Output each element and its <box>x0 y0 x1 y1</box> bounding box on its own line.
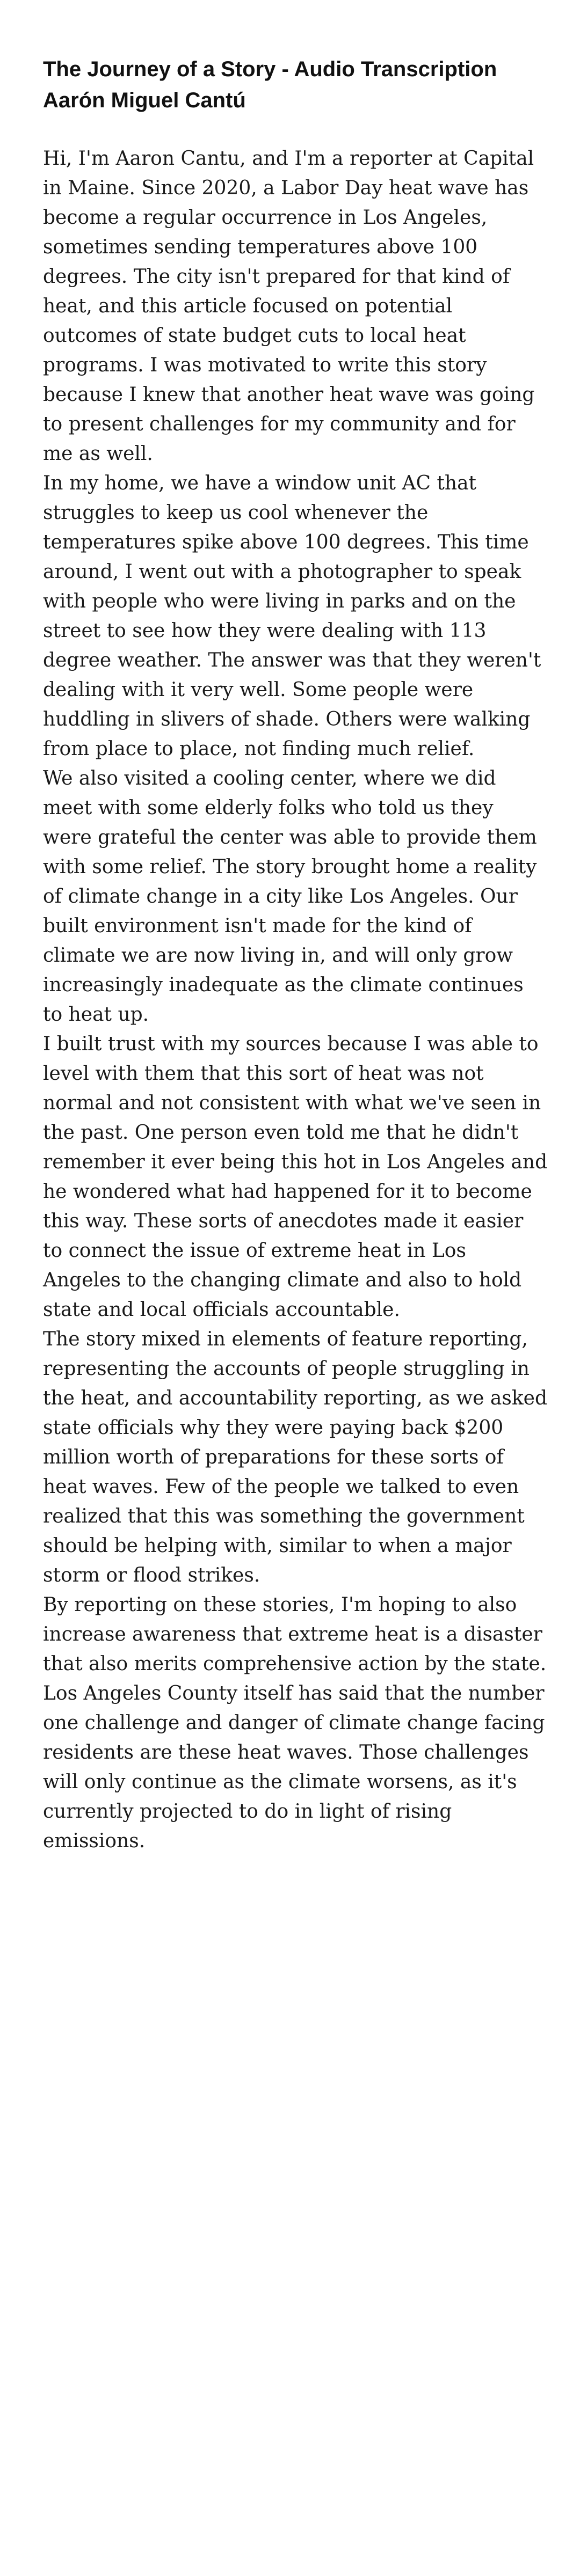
document-page <box>43 54 548 1856</box>
paragraph-3: We also visited a cooling center, where we did meet with some elderly folks who told us they were grateful the center was able to provide them with some relief. The story brought home a reality of climate change in a city like Los Angeles. Our built environment isn't made for the kind of climate we are now living in, and will only grow increasingly inadequate as the climate continues to heat up. <box>43 767 537 1026</box>
title-heading: The Journey of a Story - Audio Transcription <box>43 57 497 81</box>
paragraph-2: In my home, we have a window unit AC that struggles to keep us cool whenever the temperatures spike above 100 degrees. This time around, I went out with a photographer to speak with people who were living in parks and on the street to see how they were dealing with 113 degree weather. The answer was that they weren't dealing with it very well. Some people were huddling in slivers of shade. Others were walking from place to place, not finding much relief. <box>43 472 541 760</box>
paragraph-5: The story mixed in elements of feature reporting, representing the accounts of people struggling in the heat, and accountability reporting, as we asked state officials why they were paying back $200 million worth of preparations for these sorts of heat waves. Few of the people we talked to even realized that this was something the government should be helping with, similar to when a major storm or flood strikes. <box>43 1328 548 1586</box>
paragraph-1: Hi, I'm Aaron Cantu, and I'm a reporter at Capital in Maine. Since 2020, a Labor Day heat wave has become a regular occurrence in Los Angeles, sometimes sending temperatures above 100 degrees. The city isn't prepared for that kind of heat, and this article focused on potential outcomes of state budget cuts to local heat programs. I was motivated to write this story because I knew that another heat wave was going to present challenges for my community and for me as well. <box>43 148 535 465</box>
paragraph-4: I built trust with my sources because I was able to level with them that this sort of heat was not normal and not consistent with what we've seen in the past. One person even told me that he didn't remember it ever being this hot in Los Angeles and he wondered what had happened for it to become this way. These sorts of anecdotes made it easier to connect the issue of extreme heat in Los Angeles to the changing climate and also to hold state and local officials accountable. <box>43 1033 548 1321</box>
transcription-body <box>43 144 548 1856</box>
document-title <box>43 54 548 116</box>
paragraph-6: By reporting on these stories, I'm hoping to also increase awareness that extreme heat is a disaster that also merits comprehensive action by the state. Los Angeles County itself has said that the number one challenge and danger of climate change facing residents are these heat waves. Those challenges will only continue as the climate worsens, as it's currently projected to do in light of rising emissions. <box>43 1594 547 1852</box>
author-name: Aarón Miguel Cantú <box>43 89 246 112</box>
